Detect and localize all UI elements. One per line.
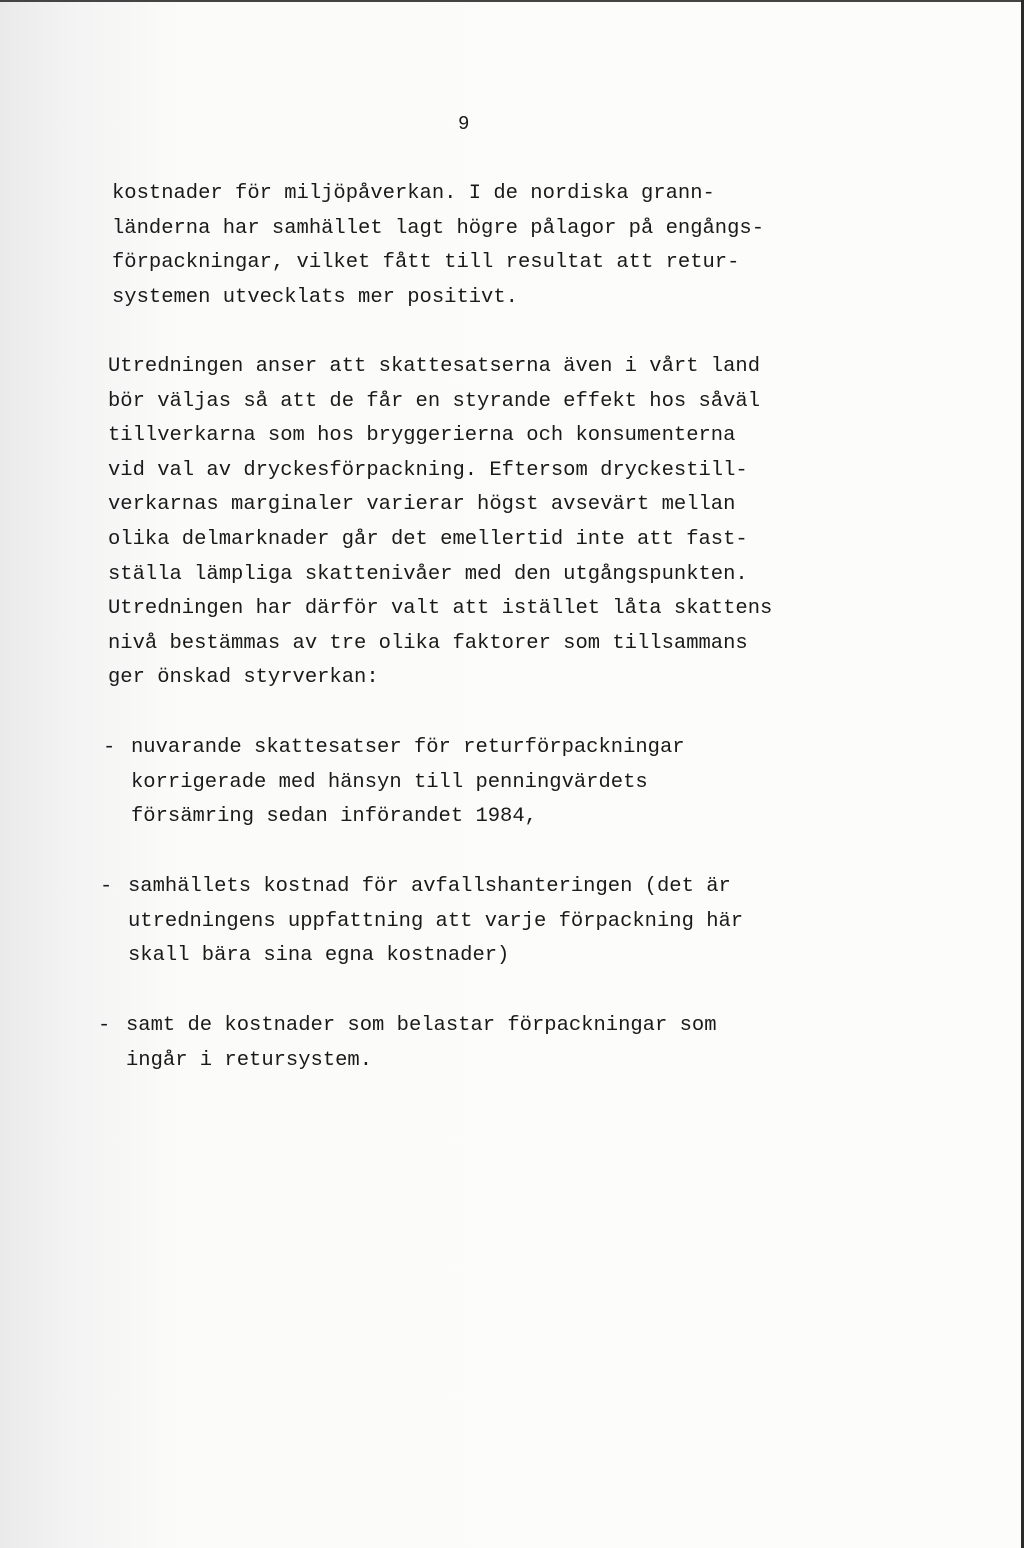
page-number: 9 <box>458 113 470 135</box>
list-bullet: - <box>103 736 116 759</box>
list-bullet: - <box>100 875 113 898</box>
paragraph-1: kostnader för miljöpåverkan. I de nordiska grann- länderna har samhället lagt högre pålagor på engångs- förpackningar, vilket fått till resultat att retur- systemen utvecklats mer positivt. <box>112 182 765 309</box>
list-bullet: - <box>98 1014 111 1037</box>
list-item-text: samhällets kostnad för avfallshanteringen (det är utredningens uppfattning att varje förpackning här skall bära sina egna kostnader) <box>128 875 744 968</box>
list-item-text: nuvarande skattesatser för returförpackningar korrigerade med hänsyn till penningvärdets försämring sedan införandet 1984, <box>131 736 685 829</box>
paragraph-2: Utredningen anser att skattesatserna även i vårt land bör väljas så att de får en styrande effekt hos såväl tillverkarna som hos bryggerierna och konsumenterna vid val av dryckesförpackning. Eftersom dryckestill- verkarnas marginaler varierar högst avsevärt mellan olika delmarknader går det emellertid inte att fast- ställa lämpliga skattenivåer med den utgångspunkten. Utredningen har därför valt att istället låta skattens nivå bestämmas av tre olika faktorer som tillsammans ger önskad styrverkan: <box>108 355 773 690</box>
scan-edge-top <box>0 0 1024 2</box>
list-item-text: samt de kostnader som belastar förpackningar som ingår i retursystem. <box>126 1014 717 1072</box>
